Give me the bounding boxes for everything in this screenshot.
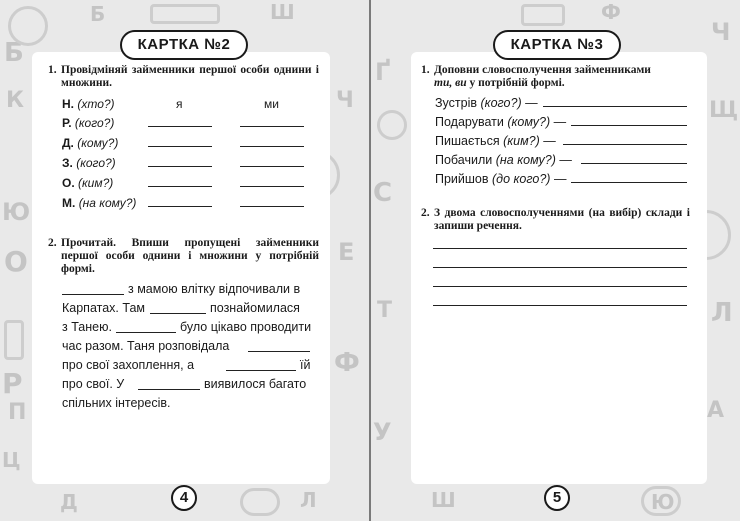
letter-doodle-icon: С <box>373 178 393 208</box>
case-question: (хто?) <box>77 97 115 111</box>
letter-doodle-icon: А <box>707 398 725 423</box>
phrase-item: Побачили (на кому?) — <box>435 153 572 167</box>
phrase-item: Прийшов (до кого?) — <box>435 172 567 186</box>
letter-doodle-icon: Ш <box>431 488 456 512</box>
letter-doodle-icon: Ч <box>336 88 354 113</box>
phrase-item: Подарувати (кому?) — <box>435 115 567 129</box>
case-row-label <box>62 116 114 130</box>
phrase-item: Пишається (ким?) — <box>435 134 556 148</box>
phrase-question: (кому?) <box>507 115 551 129</box>
phrase-question: (кого?) <box>480 96 522 110</box>
answer-blank[interactable] <box>240 126 304 127</box>
letter-doodle-icon: Ґ <box>375 58 391 86</box>
task-number: 1. <box>48 64 57 76</box>
case-question: (кому?) <box>77 136 119 150</box>
phrase-question: (до кого?) <box>492 172 551 186</box>
task-number: 2. <box>421 207 430 219</box>
pronoun-emphasis: ти, ви <box>434 77 467 89</box>
answer-blank[interactable] <box>581 163 687 164</box>
case-row-label <box>62 156 116 170</box>
phrase-word: Подарувати <box>435 115 504 129</box>
writing-line[interactable] <box>433 305 687 306</box>
case-letter: М. <box>62 196 76 210</box>
text-fragment: виявилося багато <box>204 377 307 391</box>
answer-blank[interactable] <box>571 125 687 126</box>
letter-doodle-icon: П <box>8 400 27 425</box>
phrase-word: Зустрів <box>435 96 478 110</box>
letter-doodle-icon: Ц <box>2 448 21 472</box>
answer-blank[interactable] <box>240 146 304 147</box>
case-row-label <box>62 136 118 150</box>
task-number: 1. <box>421 64 430 76</box>
column-header-plural: ми <box>264 97 279 111</box>
answer-blank[interactable] <box>116 332 176 333</box>
writing-line[interactable] <box>433 248 687 249</box>
text-fragment: з мамою влітку відпочивали в <box>128 282 301 296</box>
task-text-line-1: Доповни словосполучення займенниками <box>434 64 651 76</box>
text-fragment: про свої захоплення, а <box>62 358 195 372</box>
text-fragment: було цікаво проводити <box>180 320 312 334</box>
letter-doodle-icon: У <box>373 418 392 446</box>
task-text-line-2 <box>434 77 690 90</box>
answer-blank[interactable] <box>62 294 124 295</box>
answer-blank[interactable] <box>571 182 687 183</box>
writing-line[interactable] <box>433 267 687 268</box>
answer-blank[interactable] <box>148 166 212 167</box>
phrase-word: Пишається <box>435 134 500 148</box>
case-row-label <box>62 97 115 111</box>
phrase-word: Побачили <box>435 153 493 167</box>
phrase-question: (на кому?) <box>495 153 556 167</box>
task-text: Провідміняй займенники першої особи однини і множини. <box>61 64 319 89</box>
answer-blank[interactable] <box>148 126 212 127</box>
letter-doodle-icon: Т <box>377 298 393 323</box>
clock-doodle-icon <box>8 6 48 46</box>
apple-doodle-icon <box>240 488 280 516</box>
task-text: у потрібній формі. <box>466 77 565 89</box>
text-fragment: познайомилася <box>210 301 300 315</box>
case-question: (кого?) <box>76 156 116 170</box>
magnifier-doodle-icon <box>377 110 407 140</box>
phrase-word: Прийшов <box>435 172 489 186</box>
card-title: КАРТКА №3 <box>493 30 621 60</box>
task-text: Прочитай. Впиши пропущені займенники першої особи однини і множини у потрібній формі. <box>61 237 319 275</box>
letter-doodle-icon: Ф <box>601 0 621 24</box>
text-fragment: час разом. Таня розповідала <box>62 339 230 353</box>
text-fragment: про свої. У <box>62 377 125 391</box>
column-header-singular: я <box>176 97 183 111</box>
answer-blank[interactable] <box>148 206 212 207</box>
apple-doodle-icon <box>641 486 681 516</box>
answer-blank[interactable] <box>150 313 206 314</box>
letter-doodle-icon: Щ <box>709 98 739 123</box>
phrase-question: (ким?) <box>503 134 540 148</box>
answer-blank[interactable] <box>248 351 310 352</box>
answer-blank[interactable] <box>148 146 212 147</box>
page-number: 5 <box>544 485 570 511</box>
answer-blank[interactable] <box>138 389 200 390</box>
task-2-instruction <box>48 237 320 279</box>
letter-doodle-icon: Б <box>90 2 106 26</box>
phrase-item: Зустрів (кого?) — <box>435 96 538 110</box>
answer-blank[interactable] <box>240 166 304 167</box>
letter-doodle-icon: Д <box>60 490 78 514</box>
task-number: 2. <box>48 237 57 249</box>
text-fragment: їй <box>300 358 311 372</box>
pencil-doodle-icon <box>521 4 565 26</box>
letter-doodle-icon: Ш <box>270 0 295 24</box>
answer-blank[interactable] <box>240 186 304 187</box>
letter-doodle-icon: О <box>4 245 28 278</box>
left-page <box>0 0 369 521</box>
task-text: З двома словосполученнями (на вибір) склади і запиши речення. <box>434 207 690 232</box>
case-letter: Д. <box>62 136 74 150</box>
letter-doodle-icon: К <box>6 88 24 113</box>
letter-doodle-icon: Ч <box>711 18 731 46</box>
case-row-label <box>62 196 136 210</box>
answer-blank[interactable] <box>563 144 687 145</box>
task-1-instruction <box>421 64 691 94</box>
text-fragment: Карпатах. Там <box>62 301 145 315</box>
right-page <box>371 0 740 521</box>
letter-doodle-icon: Л <box>711 298 733 328</box>
letter-doodle-icon: Л <box>300 488 317 512</box>
answer-blank[interactable] <box>226 370 296 371</box>
writing-line[interactable] <box>433 286 687 287</box>
answer-blank[interactable] <box>240 206 304 207</box>
letter-doodle-icon: Е <box>338 238 355 266</box>
case-row-label <box>62 176 113 190</box>
answer-blank[interactable] <box>543 106 687 107</box>
case-question: (на кому?) <box>78 196 137 210</box>
case-letter: Н. <box>62 97 74 111</box>
text-fragment: з Танею. <box>62 320 112 334</box>
letter-doodle-icon: Ф <box>334 348 360 378</box>
text-fragment: спільних інтересів. <box>62 396 171 410</box>
case-question: (кого?) <box>74 116 115 130</box>
letter-doodle-icon: Ю <box>651 490 675 514</box>
case-letter: Р. <box>62 116 72 130</box>
task-2-instruction <box>421 207 691 237</box>
case-letter: О. <box>62 176 75 190</box>
pencil-doodle-icon <box>4 320 24 360</box>
card-title: КАРТКА №2 <box>120 30 248 60</box>
letter-doodle-icon: Р <box>2 367 23 400</box>
page-number: 4 <box>171 485 197 511</box>
case-letter: З. <box>62 156 73 170</box>
ruler-doodle-icon <box>150 4 220 24</box>
answer-blank[interactable] <box>148 186 212 187</box>
case-question: (ким?) <box>78 176 114 190</box>
task-1-instruction <box>48 64 320 94</box>
letter-doodle-icon: Б <box>4 38 24 68</box>
letter-doodle-icon: Ю <box>2 198 31 226</box>
